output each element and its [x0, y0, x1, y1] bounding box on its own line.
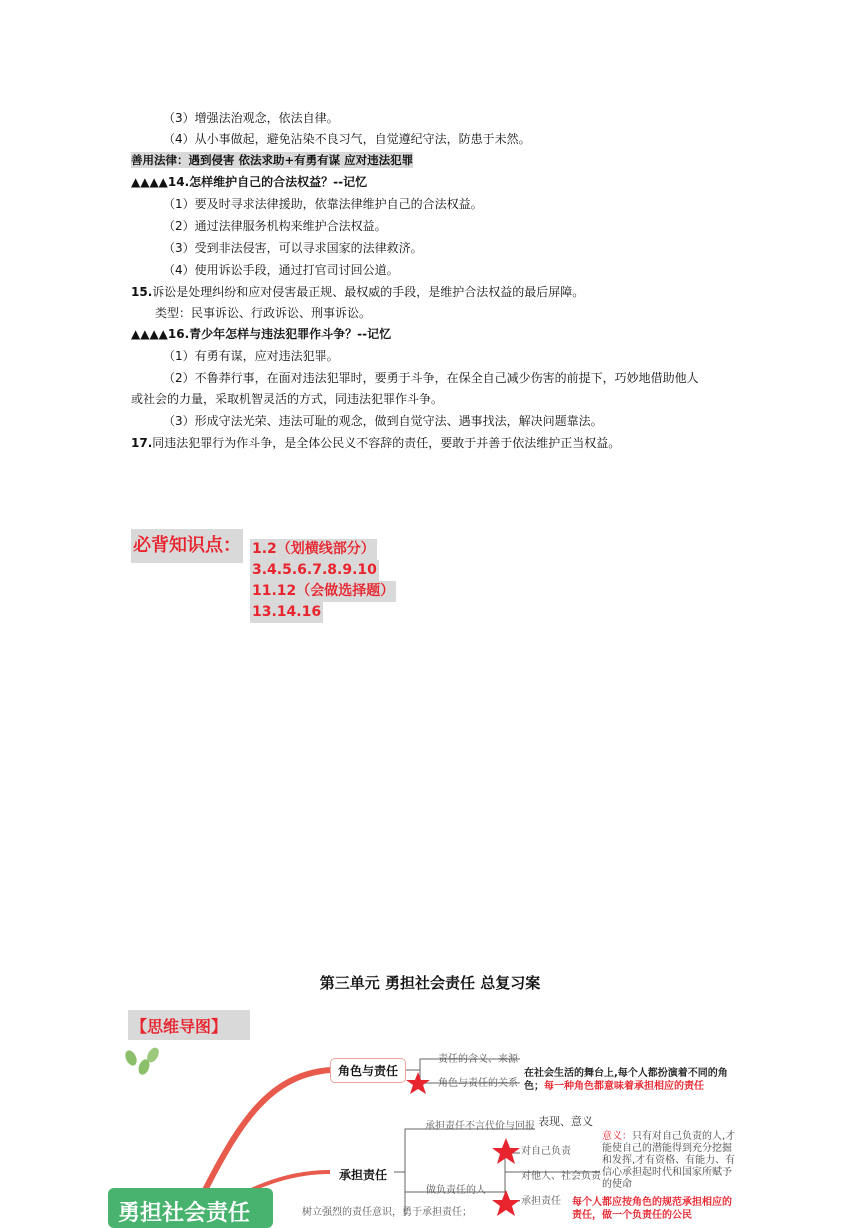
mindmap-label: 对自己负责	[521, 1146, 571, 1157]
mindmap-label: 做负责任的人	[426, 1185, 486, 1196]
text-line: （1）要及时寻求法律援助，依靠法律维护自己的合法权益。	[163, 197, 483, 211]
highlight-line: 善用法律：遇到侵害 依法求助+有勇有谋 应对违法犯罪	[131, 153, 414, 167]
note-line: 的使命	[602, 1179, 632, 1190]
meaning-label: 意义：	[602, 1131, 632, 1142]
mindmap-label: 承担责任不言代价与回报	[425, 1121, 535, 1132]
mindmap-label: 表现、意义	[538, 1115, 593, 1128]
branch-node: 承担责任	[332, 1163, 394, 1186]
mindmap-label: 树立强烈的责任意识，勇于承担责任；	[302, 1207, 472, 1218]
unit-title: 第三单元 勇担社会责任 总复习案	[319, 974, 541, 992]
mindmap-label: 责任的含义、来源	[438, 1054, 518, 1065]
meaning-note	[602, 1131, 735, 1191]
text-line: （3）增强法治观念，依法自律。	[163, 111, 339, 125]
note-text: 只有对自己负责的人,才	[632, 1131, 736, 1142]
item-text: 诉讼是处理纠纷和应对侵害最正规、最权威的手段，是维护合法权益的最后屏障。	[152, 285, 585, 299]
must-know-item: 1.2（划横线部分）	[250, 539, 377, 560]
text-line: 类型：民事诉讼、行政诉讼、刑事诉讼。	[155, 306, 372, 320]
text-line: （4）从小事做起，避免沾染不良习气，自觉遵纪守法，防患于未然。	[163, 132, 531, 146]
mindmap-root	[108, 1188, 273, 1228]
note-line: 能使自己的潜能得到充分挖掘	[602, 1143, 732, 1154]
branch-line	[200, 1070, 330, 1200]
note-line	[602, 1131, 735, 1143]
text-line: （3）形成守法光荣、违法可耻的观念，做到自觉守法、遇事找法，解决问题靠法。	[163, 414, 603, 428]
note-red-text: 每一种角色都意味着承担相应的责任	[544, 1081, 704, 1092]
mindmap-header-label: 【思维导图】	[131, 1017, 228, 1036]
note-text: 色；	[524, 1081, 544, 1092]
text-line: （1）有勇有谋，应对违法犯罪。	[163, 349, 339, 363]
mindmap-label: 角色与责任的关系	[438, 1078, 518, 1089]
must-know-item: 11.12（会做选择题）	[250, 581, 396, 602]
text-line: （2）通过法律服务机构来维护合法权益。	[163, 219, 387, 233]
question-heading: ▲▲▲▲16.青少年怎样与违法犯罪作斗争？--记忆	[131, 327, 392, 341]
note-line: 信心承担起时代和国家所赋予	[602, 1167, 732, 1178]
must-know-item: 3.4.5.6.7.8.9.10	[250, 560, 379, 581]
mindmap-label: 承担责任	[521, 1196, 561, 1207]
item-text: 同违法犯罪行为作斗争，是全体公民义不容辞的责任，要敢于并善于依法维护正当权益。	[152, 436, 621, 450]
item-number: 15.	[131, 285, 153, 299]
text-line: （2）不鲁莽行事，在面对违法犯罪时，要勇于斗争，在保全自己减少伤害的前提下，巧妙地借助他人	[163, 371, 699, 385]
must-know-title: 必背知识点：	[131, 529, 243, 563]
leaf-decoration-icon	[123, 1046, 161, 1077]
text-line: （3）受到非法侵害，可以寻求国家的法律救济。	[163, 241, 423, 255]
star-icon	[492, 1138, 520, 1164]
text-line: 或社会的力量，采取机智灵活的方式，同违法犯罪作斗争。	[131, 392, 444, 406]
mindmap-note	[524, 1067, 728, 1093]
item-number: 17.	[131, 436, 153, 450]
must-know-item: 13.14.16	[250, 602, 323, 623]
branch-node: 角色与责任	[330, 1058, 406, 1083]
note-line: 和发挥,才有资格、有能力、有	[602, 1155, 736, 1166]
red-note	[572, 1196, 732, 1222]
text-line: （4）使用诉讼手段，通过打官司讨回公道。	[163, 263, 399, 277]
note-line	[524, 1080, 728, 1093]
note-line: 每个人都应按角色的规范承担相应的	[572, 1197, 732, 1208]
mindmap-label: 对他人、社会负责	[521, 1171, 601, 1182]
note-line: 责任，做一个负责任的公民	[572, 1210, 692, 1221]
question-heading: ▲▲▲▲14.怎样维护自己的合法权益？--记忆	[131, 175, 368, 189]
mindmap-root-label: 勇担社会责任	[118, 1201, 251, 1226]
note-line: 在社会生活的舞台上,每个人都扮演着不同的角	[524, 1068, 728, 1079]
star-icon	[492, 1190, 520, 1216]
